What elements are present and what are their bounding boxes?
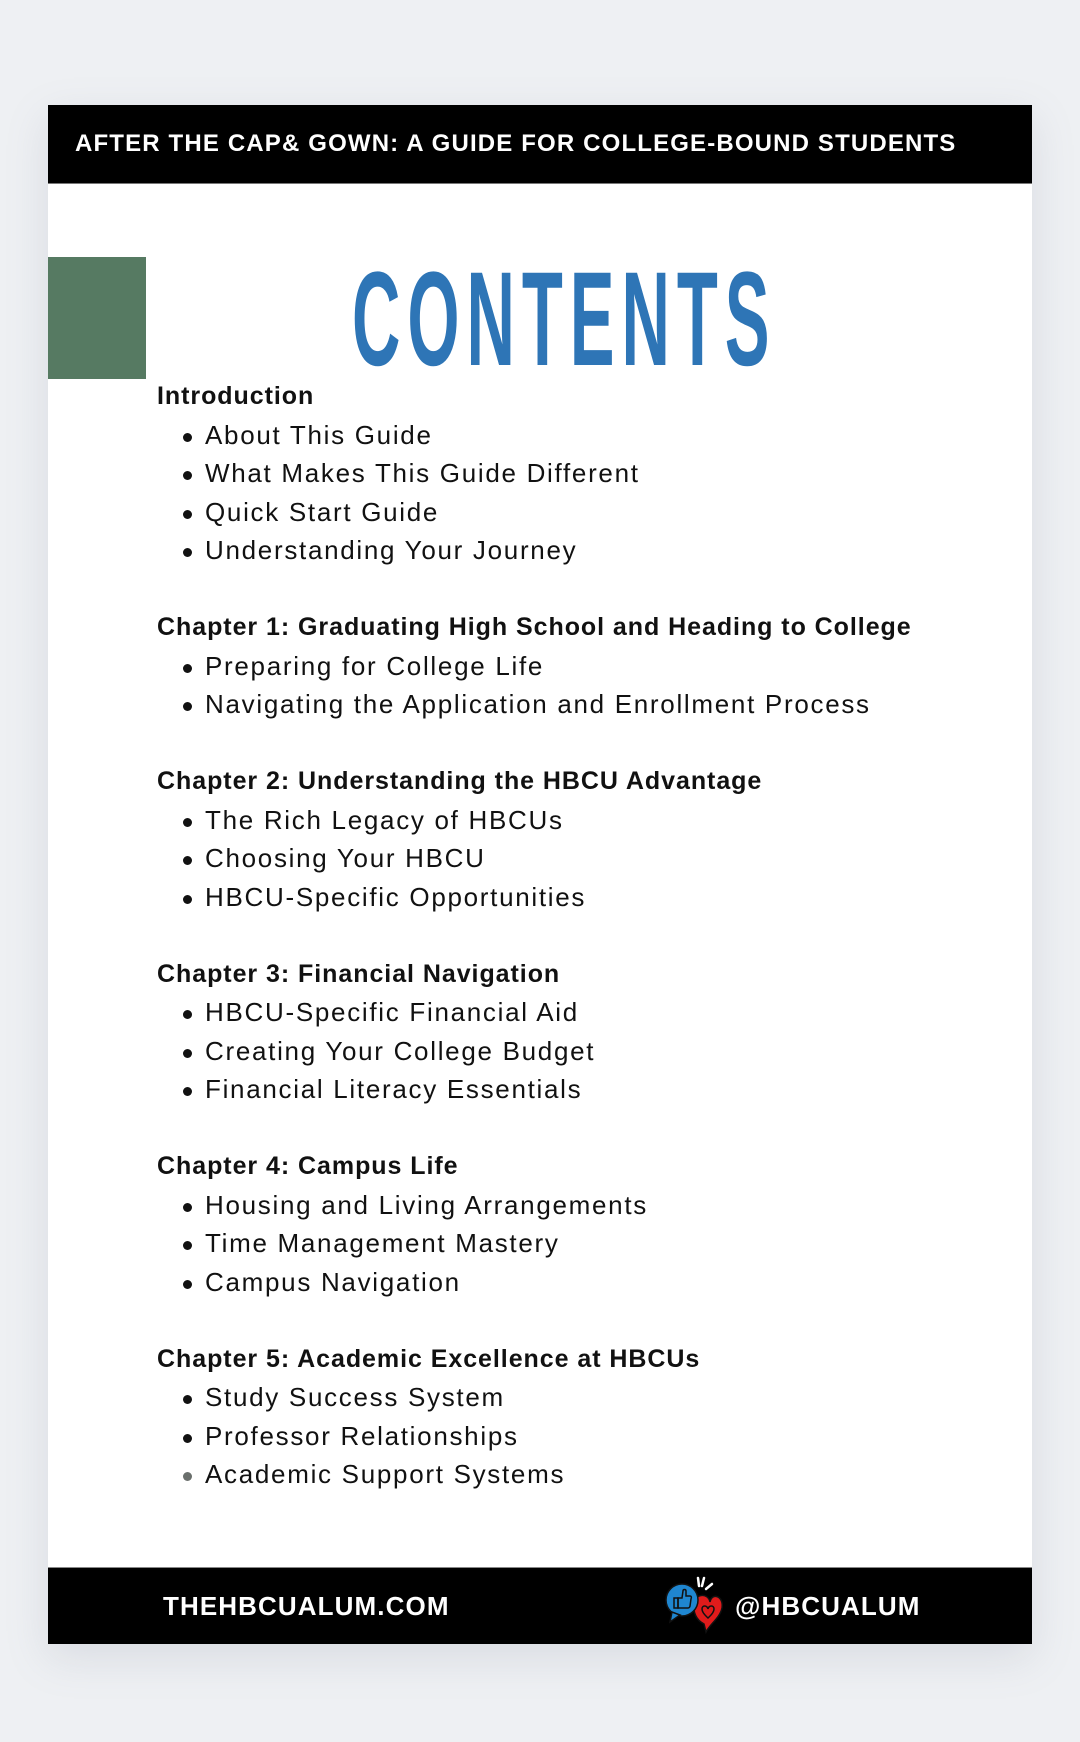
section-heading: Chapter 2: Understanding the HBCU Advantage: [157, 767, 763, 795]
list-item: [157, 993, 1017, 1032]
list-item-label: Study Success System: [205, 1382, 505, 1412]
bullet-icon: [183, 1010, 192, 1019]
bullet-icon: [183, 548, 192, 557]
list-item: [157, 1263, 1017, 1302]
toc-section-chapter-5: [157, 1340, 1017, 1494]
table-of-contents: [157, 377, 1017, 1532]
bullet-icon: [183, 1241, 192, 1250]
list-item: [157, 454, 1017, 493]
list-item: [157, 1224, 1017, 1263]
social-handle[interactable]: [660, 1574, 920, 1638]
footer-bar: [48, 1567, 1032, 1644]
list-item: [157, 1070, 1017, 1109]
list-item-label: Choosing Your HBCU: [205, 843, 486, 873]
toc-section-chapter-2: [157, 762, 1017, 916]
bullet-icon: [183, 702, 192, 711]
toc-section-chapter-4: [157, 1147, 1017, 1301]
bullet-icon: [183, 1203, 192, 1212]
list-item: [157, 1417, 1017, 1456]
list-item-label: About This Guide: [205, 419, 433, 450]
list-item-label: Professor Relationships: [205, 1420, 519, 1451]
bullet-icon: [183, 1472, 192, 1481]
section-heading: Chapter 4: Campus Life: [157, 1152, 459, 1180]
list-item: [157, 416, 1017, 455]
bullet-icon: [183, 1434, 192, 1443]
list-item-label: Academic Support Systems: [205, 1459, 566, 1489]
bullet-icon: [183, 818, 192, 827]
section-heading: Chapter 5: Academic Excellence at HBCUs: [157, 1344, 701, 1373]
page-title-text: CONTENTS: [352, 245, 777, 394]
list-item: [157, 801, 1017, 840]
list-item-label: Quick Start Guide: [205, 496, 440, 527]
section-heading: Chapter 1: Graduating High School and Heading to College: [157, 613, 912, 641]
section-heading: Chapter 3: Financial Navigation: [157, 959, 561, 988]
list-item-label: Financial Literacy Essentials: [205, 1074, 583, 1104]
page-title: [352, 245, 777, 394]
toc-section-chapter-1: [157, 608, 1017, 724]
list-item: [157, 1032, 1017, 1071]
website-link[interactable]: THEHBCUALUM.COM: [163, 1591, 450, 1621]
social-handle-text[interactable]: @HBCUALUM: [735, 1591, 921, 1621]
bullet-icon: [183, 510, 192, 519]
social-like-heart-icon: [660, 1574, 730, 1638]
bullet-icon: [183, 664, 192, 673]
bullet-icon: [183, 471, 192, 480]
list-item-label: Creating Your College Budget: [205, 1035, 596, 1066]
bullet-icon: [183, 1395, 192, 1404]
list-item-label: Campus Navigation: [205, 1266, 461, 1297]
list-item-label: HBCU-Specific Financial Aid: [205, 997, 579, 1027]
accent-square: [48, 257, 146, 379]
toc-section-chapter-3: [157, 955, 1017, 1109]
header-bar: [48, 105, 1032, 184]
book-title: AFTER THE CAP& GOWN: A GUIDE FOR COLLEGE-BOUND STUDENTS: [75, 130, 957, 157]
bullet-icon: [183, 1049, 192, 1058]
list-item: [157, 878, 1017, 917]
list-item: [157, 839, 1017, 878]
list-item: [157, 1186, 1017, 1225]
list-item-label: Understanding Your Journey: [205, 535, 578, 565]
list-item: [157, 647, 1017, 686]
toc-section-introduction: [157, 377, 1017, 570]
list-item-label: Housing and Living Arrangements: [205, 1189, 648, 1220]
list-item-label: The Rich Legacy of HBCUs: [205, 804, 564, 835]
list-item-label: HBCU-Specific Opportunities: [205, 881, 587, 912]
list-item: [157, 685, 1017, 724]
bullet-icon: [183, 1280, 192, 1289]
bullet-icon: [183, 895, 192, 904]
bullet-icon: [183, 433, 192, 442]
list-item: [157, 493, 1017, 532]
contents-page: [48, 105, 1032, 1643]
bullet-icon: [183, 856, 192, 865]
list-item: [157, 1455, 1017, 1494]
list-item-label: Preparing for College Life: [205, 650, 545, 681]
section-heading: Introduction: [157, 382, 315, 410]
list-item-label: What Makes This Guide Different: [205, 458, 640, 488]
list-item: [157, 1378, 1017, 1417]
list-item: [157, 531, 1017, 570]
list-item-label: Time Management Mastery: [205, 1228, 560, 1258]
list-item-label: Navigating the Application and Enrollment Process: [205, 689, 871, 719]
bullet-icon: [183, 1087, 192, 1096]
